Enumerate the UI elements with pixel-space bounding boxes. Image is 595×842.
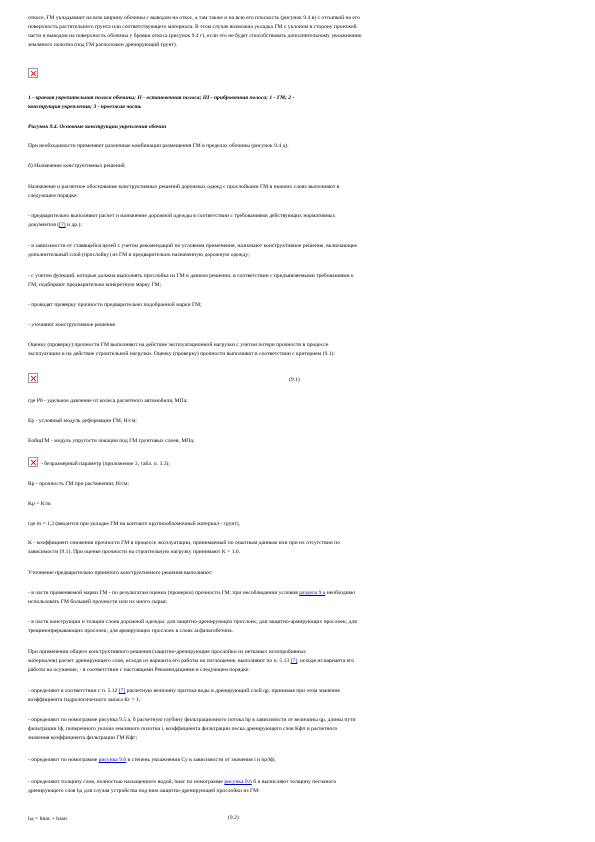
formula: hд = hнас + hзап [28, 816, 67, 822]
list-item: - предварительно выполняют расчет и назначение дорожной одежды в соответствии с требованиями действующих нормативных [28, 213, 336, 219]
reference-link[interactable]: раздела 9.a [299, 590, 326, 596]
formula: Kp = K/m [28, 501, 51, 507]
list-item: - уточняют конструктивное решение. [28, 322, 117, 328]
text: и др.); [65, 222, 82, 228]
intro-line: поверхность растительного грунта или соответствующего материала. В этом случае возможна укладка ГМ с уклоном в сторону проезжей [28, 24, 357, 30]
list-item [28, 589, 568, 598]
text: в степень увлажнения Су в зависимости от значения i и hp/lф; [126, 757, 276, 763]
text: - определяют толщину слоя, полностью насыщенного водой, hнас по номограмме [28, 779, 225, 785]
paragraph: эксплуатации и на действие строительной нагрузки. Оценку (проверку) прочности выполняют в соответствии с критерием (9.1): [28, 351, 335, 357]
text: - определяют по номограмме [28, 757, 99, 763]
list-item: значения коэффициента фильтрации ГМ Кфг; [28, 735, 138, 741]
paragraph: При необходимости применяют различные комбинации размещения ГМ в пределах обочины (рисунок 9.4 д). [28, 143, 289, 149]
equation-number: (9.1) [289, 377, 300, 383]
figure-caption: Рисунок 9.4. Основные конструкции укрепления обочин [28, 124, 167, 130]
list-item: - с учетом функций, которые должна выполнять прослойка из ГМ в данном решении, в соответствии с предъявляемыми требованиями к [28, 273, 354, 279]
reference-link[interactable]: [7] [118, 688, 126, 694]
text: документов ( [28, 222, 60, 228]
variable-definition: ЕобщГМ - модуль упругости локации под ГМ грунтовых слоев, МПа; [28, 438, 195, 444]
list-item: ГМ, подбирают предварительно конкретную марку ГМ; [28, 282, 162, 288]
list-item: коэффициента гидрологического запаса Кг = 1; [28, 697, 141, 703]
intro-line: земляного полотна (под ГМ расположен дренирующий грунт). [28, 42, 178, 48]
text: - определяют в соответствии с п. 5.12 [28, 688, 119, 694]
paragraph [28, 657, 568, 666]
text: необходимо [325, 590, 355, 596]
paragraph: Уточнение предварительно принятого конструктивного решения выполняют: [28, 570, 213, 576]
list-item: фильтрации lф, поперечного уклона земляного полотна i, коэффициента фильтрации песка дренирующего слоя Кфп и расчетного [28, 726, 338, 732]
list-item [28, 756, 568, 765]
text: , исходя из варианта его [297, 658, 355, 664]
text: материалов) расчет дренирующего слоя, исходя из варианта его работы на поглощение, выполняют по п. 5.13 [28, 658, 291, 664]
paragraph: следующем порядке: [28, 193, 78, 199]
variable-definition: - безразмерный параметр (приложение 3, табл. п. 3.3); [41, 461, 170, 467]
section-heading: б) Назначение конструктивных решений [28, 163, 125, 169]
paragraph: При применении общего конструктивного решения (защитно-дренирующие прослойки из нетканых иглопробивных [28, 649, 306, 655]
list-item [28, 778, 568, 787]
reference-link[interactable]: [7] [290, 658, 298, 664]
list-item: - проводят проверку прочности предварительно подобранной марки ГМ; [28, 302, 202, 308]
list-item: - определяют по номограмме рисунка 9.5 а, б расчетную глубину фильтрационного потока hp в зависимости от величины qp, длины пути [28, 717, 356, 723]
variable-definition: Ep - условный модуль деформации ГМ, Н/см; [28, 418, 137, 424]
list-item: трещинопрерывающих прослоек; для армирующих прослоек в слоях асфальтобетона. [28, 628, 234, 634]
variable-definition: где m = 1,3 (вводится при укладке ГМ на контакте крупнообломочный материал - грунт), [28, 521, 241, 527]
intro-line: откосе, ГМ укладывают на всю ширину обочины с выводом на откос, а там также и на всю его плоскость (рисунок 9.4 в) с отсыпкой на его [28, 15, 360, 21]
list-item: использовать ГМ большей прочности или их иного сырья; [28, 599, 168, 605]
paragraph: Оценку (проверку) прочности ГМ выполняют на действие эксплуатационной нагрузки с учетом потери прочности в процессе [28, 342, 329, 348]
paragraph: Назначение и расчетное обоснование конструктивных решений дорожных одежд с прослойками ГМ в нижних слоях выполняют в [28, 184, 340, 190]
figure-legend: 1 - краевая укрепительная полоса обочины; II - остановочная полоса; III - прибровочная полоса; 1 - ГМ; 2 - [28, 95, 295, 101]
list-item [28, 221, 568, 230]
list-item: - в зависимости от ставящейся целей с учетом рекомендаций по условиям применения, назначают конструктивное решение, включающее [28, 243, 357, 249]
text: - в части применяемой марки ГМ - по результатам оценки (проверки) прочности ГМ; при несоблюдении условия [28, 590, 300, 596]
intro-line: части и выводом на поверхность обочины у бровки откоса (рисунок 9.4 г), если это не будет способствовать дополнительному увлажнению [28, 33, 362, 39]
text: расчетную величину притока воды в дренирующий слой qp, принимая при этом значение [125, 688, 341, 694]
reference-link[interactable]: [7] [59, 222, 66, 228]
list-item: дополнительный слой (прослойку) из ГМ в предварительно назначенную дорожную одежду; [28, 252, 250, 258]
variable-definition: зависимости (9.1). При оценке прочности на строительную нагрузку принимают K = 1,0. [28, 549, 241, 555]
equation-number: (9.2) [228, 815, 239, 821]
reference-link[interactable]: рисунка 9.6 [224, 779, 252, 785]
variable-definition: K - коэффициент снижения прочности ГМ в процессе эксплуатации, принимаемый по опытным данным или при их отсутствии по [28, 540, 340, 546]
reference-link[interactable]: рисунка 9.6 [98, 757, 127, 763]
broken-image-icon [28, 373, 38, 383]
list-item [28, 687, 568, 696]
figure-legend: конструкция укрепления; 3 - проезжая часть [28, 104, 142, 110]
text: б и вычисляют толщину песчаного [251, 779, 337, 785]
variable-definition: Rp - прочность ГМ при растяжении, Н/см; [28, 481, 129, 487]
paragraph: работы на осушение, - в соответствии с настоящими Рекомендациями в следующем порядке: [28, 667, 250, 673]
broken-image-icon [28, 68, 38, 78]
broken-image-icon [28, 457, 38, 467]
list-item: - в части конструкции и толщин слоев дорожной одежды: для защитно-дренирующих прослоек; для защитно-армирующих прослоек; для [28, 619, 357, 625]
list-item: дренирующего слоя hд для случая устройства под ним защитно-дренирующей прослойки из ГМ: [28, 788, 260, 794]
variable-definition: где P0 - удельное давление от колеса расчетного автомобиля, МПа; [28, 398, 188, 404]
